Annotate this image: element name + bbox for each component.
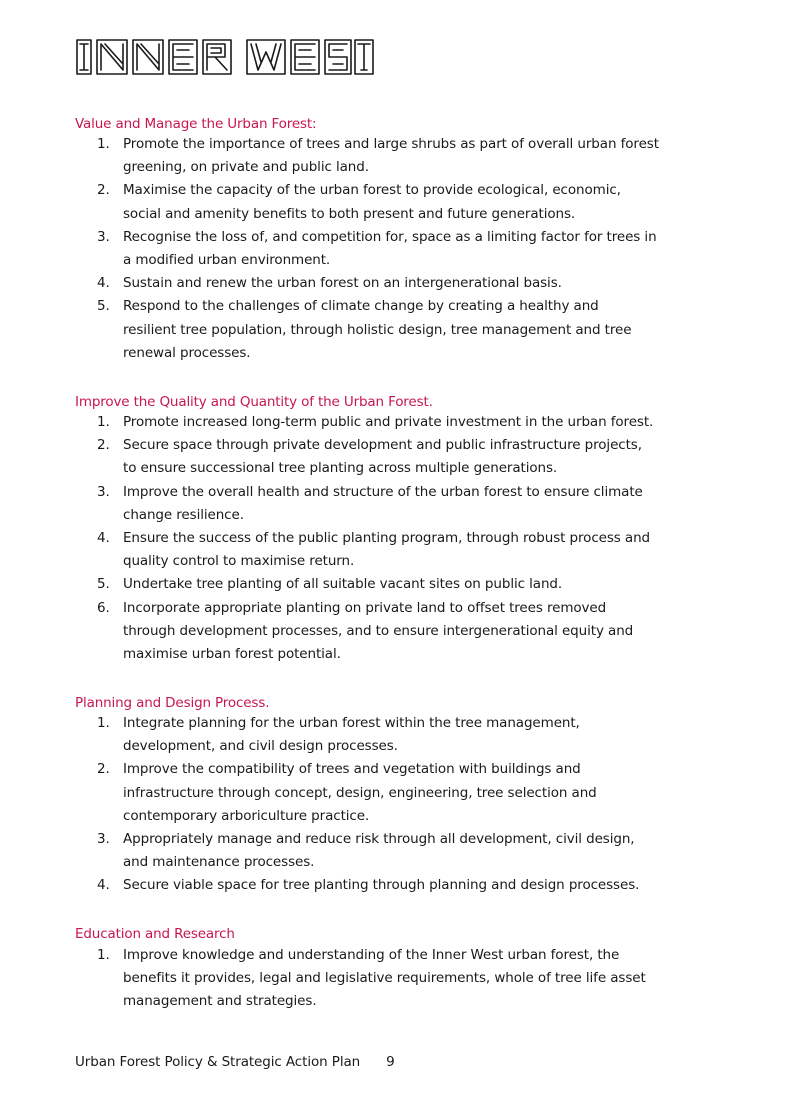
list-item	[97, 712, 717, 758]
list-item-text: Secure space through private development and public infrastructure projects, to ensure successional tree planting across multiple generations.	[123, 437, 642, 477]
list-item-text: Improve the compatibility of trees and vegetation with buildings and infrastructure through concept, design, engineering, tree selection and contemporary arboriculture practice.	[123, 761, 597, 824]
list-item-text: Respond to the challenges of climate change by creating a healthy and resilient tree population, through holistic design, tree management and tree renewal processes.	[123, 298, 632, 361]
list-item	[97, 597, 717, 667]
section-heading-value-manage: Value and Manage the Urban Forest:	[75, 116, 317, 132]
list-item-text: Appropriately manage and reduce risk through all development, civil design, and maintenance processes.	[123, 831, 635, 871]
list-item-number: 3.	[97, 483, 110, 500]
footer-title: Urban Forest Policy & Strategic Action Plan	[75, 1054, 361, 1070]
section-heading-education-research: Education and Research	[75, 926, 235, 942]
list-item-number: 2.	[97, 182, 110, 199]
list-item	[97, 573, 717, 596]
list-item-text: Integrate planning for the urban forest within the tree management, development, and civil design processes.	[123, 715, 580, 755]
section-list-quality-quantity	[97, 411, 717, 666]
list-item-text: Improve knowledge and understanding of the Inner West urban forest, the benefits it provides, legal and legislative requirements, whole of tree life asset management and strategies.	[123, 947, 646, 1010]
list-item-text: Improve the overall health and structure of the urban forest to ensure climate change resilience.	[123, 483, 643, 523]
list-item-text: Sustain and renew the urban forest on an intergenerational basis.	[123, 275, 562, 292]
section-heading-quality-quantity: Improve the Quality and Quantity of the Urban Forest.	[75, 394, 433, 410]
list-item-number: 1.	[97, 715, 110, 731]
list-item-text: Ensure the success of the public planting program, through robust process and quality control to maximise return.	[123, 530, 651, 570]
list-item-number: 3.	[97, 228, 110, 245]
list-item-text: Promote the importance of trees and large shrubs as part of overall urban forest greening, on private and public land.	[123, 136, 659, 176]
list-item-number: 4.	[97, 877, 110, 894]
section-list-value-manage	[97, 133, 717, 365]
list-item	[97, 527, 717, 573]
list-item-text: Undertake tree planting of all suitable vacant sites on public land.	[123, 576, 563, 593]
list-item-number: 4.	[97, 530, 110, 547]
list-item	[97, 179, 717, 225]
list-item-number: 2.	[97, 437, 110, 454]
list-item-text: Maximise the capacity of the urban forest to provide ecological, economic, social and amenity benefits to both present and future generations.	[123, 182, 621, 222]
inner-west-logo	[75, 36, 375, 78]
list-item	[97, 944, 717, 1014]
list-item	[97, 481, 717, 527]
list-item-text: Recognise the loss of, and competition for, space as a limiting factor for trees in a modified urban environment.	[123, 228, 657, 269]
section-list-planning-design	[97, 712, 717, 898]
list-item-number: 5.	[97, 298, 110, 315]
list-item	[97, 411, 717, 434]
list-item	[97, 434, 717, 480]
list-item-number: 5.	[97, 576, 110, 593]
list-item-text: Secure viable space for tree planting through planning and design processes.	[123, 877, 640, 894]
list-item-number: 2.	[97, 761, 110, 778]
section-list-education-research	[97, 944, 717, 1014]
list-item	[97, 226, 717, 272]
page-footer	[75, 1054, 395, 1070]
list-item	[97, 133, 717, 179]
list-item-number: 1.	[97, 947, 110, 963]
list-item-text: Promote increased long-term public and private investment in the urban forest.	[123, 414, 654, 430]
list-item	[97, 874, 717, 897]
list-item-number: 4.	[97, 275, 110, 292]
list-item	[97, 758, 717, 828]
list-item	[97, 295, 717, 365]
list-item-number: 6.	[97, 599, 110, 616]
list-item	[97, 828, 717, 874]
list-item	[97, 272, 717, 295]
list-item-number: 1.	[97, 136, 110, 152]
list-item-number: 1.	[97, 414, 110, 430]
list-item-text: Incorporate appropriate planting on private land to offset trees removed through development processes, and to ensure intergenerational equity and maximise urban forest potential.	[123, 599, 634, 663]
list-item-number: 3.	[97, 831, 110, 848]
page-number: 9	[386, 1054, 395, 1070]
section-heading-planning-design: Planning and Design Process.	[75, 695, 270, 711]
